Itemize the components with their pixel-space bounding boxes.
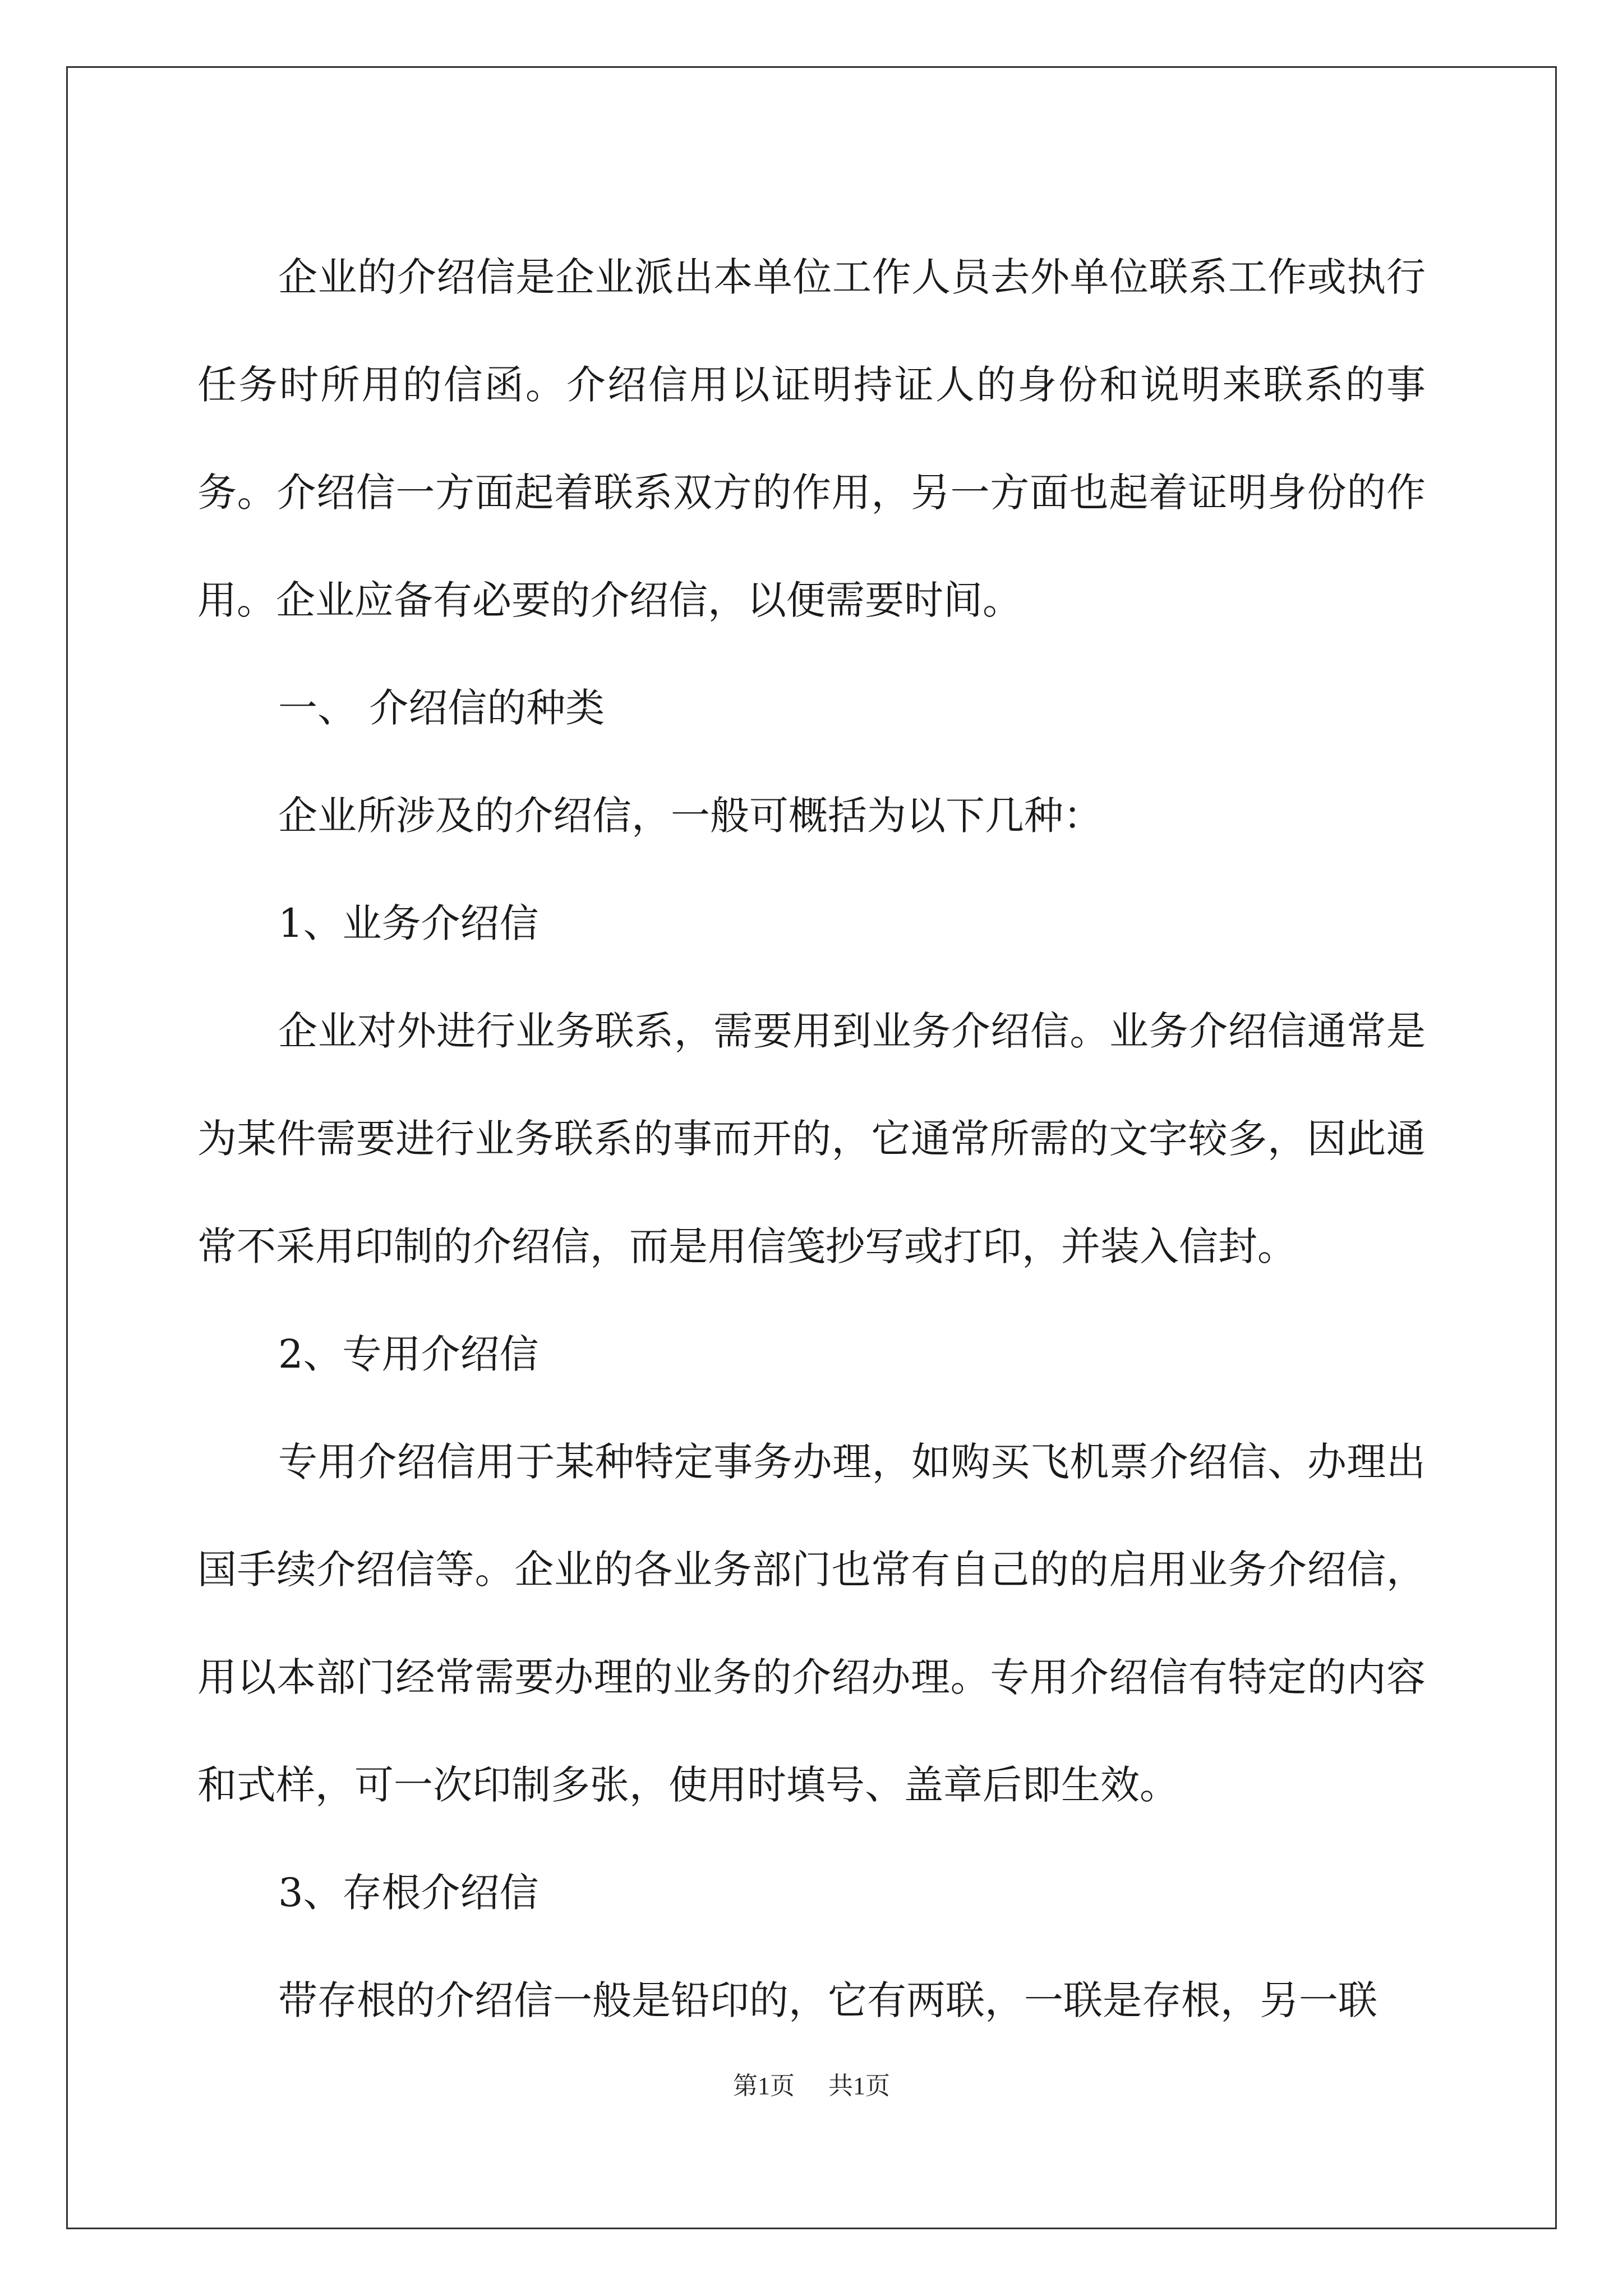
section-heading: 一、 介绍信的种类 [278, 685, 605, 731]
subheading-special-letter: 2、专用介绍信 [278, 1331, 539, 1377]
paragraph-special-letter: 专用介绍信用于某种特定事务办理，如购买飞机票介绍信、办理出国手续介绍信等。企业的各业务部门也常有自己的的启用业务介绍信，用以本部门经常需要办理的业务的介绍办理。专用介绍信有特定的内容和式样，可一次印制多张，使用时填号、盖章后即生效。 [197, 1439, 1426, 1808]
page-number: 第1页 [733, 2072, 795, 2100]
page-total: 共1页 [828, 2072, 890, 2100]
paragraph-intro: 企业的介绍信是企业派出本单位工作人员去外单位联系工作或执行任务时所用的信函。介绍信用以证明持证人的身份和说明来联系的事务。介绍信一方面起着联系双方的作用，另一方面也起着证明身份的作用。企业应备有必要的介绍信，以便需要时间。 [197, 254, 1426, 623]
paragraph-stub-letter: 带存根的介绍信一般是铅印的，它有两联，一联是存根，另一联 [278, 1977, 1377, 2023]
page-footer [0, 2065, 1623, 2101]
subheading-stub-letter: 3、存根介绍信 [278, 1870, 539, 1916]
subheading-business-letter: 1、业务介绍信 [278, 900, 539, 946]
paragraph-section-intro: 企业所涉及的介绍信，一般可概括为以下几种： [278, 793, 1103, 839]
document-body [197, 223, 1426, 2054]
paragraph-business-letter: 企业对外进行业务联系，需要用到业务介绍信。业务介绍信通常是为某件需要进行业务联系的事而开的，它通常所需的文字较多，因此通常不采用印制的介绍信，而是用信笺抄写或打印，并装入信封。 [197, 1008, 1426, 1269]
